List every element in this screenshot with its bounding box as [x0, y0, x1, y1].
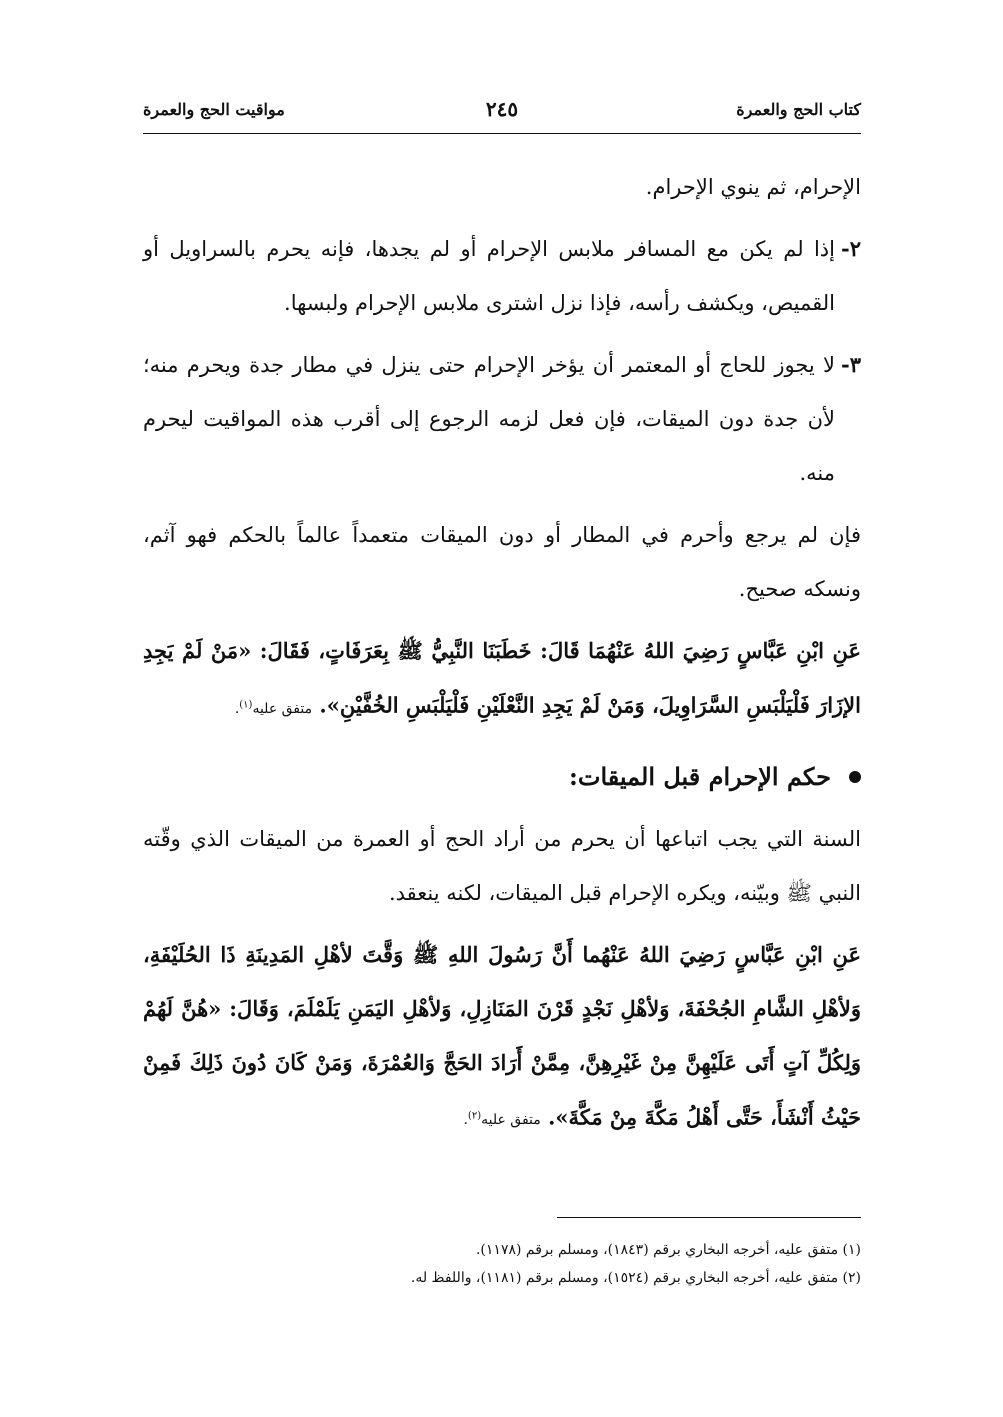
book-title: كتاب الحج والعمرة — [736, 100, 861, 119]
bullet-icon — [849, 771, 861, 783]
page-body — [143, 160, 861, 1155]
footnote-ref[interactable]: (٢) — [467, 1110, 482, 1122]
hadith-source: متفق عليه$^{(٢)}$. — [463, 1110, 541, 1129]
list-text: لا يجوز للحاج أو المعتمر أن يؤخر الإحرام حتى ينزل في مطار جدة ويحرم منه؛ لأن جدة دون الميقات، فإن فعل لزمه الرجوع إلى أقرب هذه المواقيت ليحرم منه. — [143, 353, 835, 485]
source-label: متفق عليه — [252, 700, 313, 717]
footnote-1: (١) متفق عليه، أخرجه البخاري برقم (١٨٤٣)، ومسلم برقم (١١٧٨). — [475, 1242, 861, 1258]
header-divider — [143, 133, 861, 134]
hadith-source: متفق عليه$^{(١)}$. — [234, 699, 313, 717]
sunnah-paragraph: السنة التي يجب اتباعها أن يحرم من أراد الحج أو العمرة من الميقات الذي وقّته النبي ﷺ وبيّنه، ويكره الإحرام قبل الميقات، لكنه ينعقد. — [143, 826, 861, 905]
continuation-paragraph: الإحرام، ثم ينوي الإحرام. — [645, 175, 861, 199]
list-item-2 — [143, 222, 861, 330]
section-heading — [143, 750, 861, 804]
footnote-divider — [557, 1217, 861, 1218]
page-number: ٢٤٥ — [485, 97, 519, 121]
hadith-text: عَنِ ابْنِ عَبَّاسٍ رَضِيَ اللهُ عَنْهُمَا قَالَ: خَطَبَنَا النَّبِيُّ ﷺ بِعَرَفَاتٍ، فَقَالَ: «مَنْ لَمْ يَجِدِ الإزَارَ فَلْيَلْبَسِ السَّرَاوِيلَ، وَمَنْ لَمْ يَجِدِ النَّعْلَيْنِ فَلْيَلْبَسِ الخُفَّيْنِ». — [143, 638, 861, 718]
footnote-2: (٢) متفق عليه، أخرجه البخاري برقم (١٥٢٤)، ومسلم برقم (١١٨١)، واللفظ له. — [410, 1270, 861, 1286]
hadith-1 — [143, 624, 861, 736]
source-label: متفق عليه — [481, 1112, 541, 1129]
footnotes — [143, 1236, 861, 1292]
list-text: إذا لم يكن مع المسافر ملابس الإحرام أو لم يجدها، فإنه يحرم بالسراويل أو القميص، ويكشف رأسه، فإذا نزل اشترى ملابس الإحرام ولبسها. — [143, 237, 835, 315]
chapter-title: مواقيت الحج والعمرة — [143, 100, 285, 119]
hadith-2 — [143, 928, 861, 1148]
ruling-paragraph: فإن لم يرجع وأحرم في المطار أو دون الميقات متعمداً عالماً بالحكم فهو آثم، ونسكه صحيح. — [143, 523, 861, 601]
list-item-3 — [143, 338, 861, 500]
list-number: ٢- — [841, 236, 861, 261]
hadith-text: عَنِ ابْنِ عَبَّاسٍ رَضِيَ اللهُ عَنْهُما أَنَّ رَسُولَ اللهِ ﷺ وَقَّتَ لأهْلِ المَدِينَةِ ذَا الحُلَيْفَةِ، وَلأهْلِ الشَّامِ الجُحْفَةَ، وَلأهْلِ نَجْدٍ قَرْنَ المَنَازِلِ، وَلأهْلِ اليَمَنِ يَلَمْلَمَ، وَقَالَ: «هُنَّ لَهُمْ وَلِكُلِّ آتٍ أَتَى عَلَيْهِنَّ مِنْ غَيْرِهِنَّ، مِمَّنْ أَرَادَ الحَجَّ وَالعُمْرَةَ، وَمَنْ كَانَ دُونَ ذَلِكَ فَمِنْ حَيْثُ أَنْشَأَ، حَتَّى أَهْلُ مَكَّةَ مِنْ مَكَّةَ». — [143, 941, 861, 1130]
footnote-ref[interactable]: (١) — [239, 699, 253, 710]
list-number: ٣- — [841, 352, 861, 377]
running-header — [143, 97, 861, 130]
section-heading-text: حكم الإحرام قبل الميقات: — [569, 761, 831, 791]
